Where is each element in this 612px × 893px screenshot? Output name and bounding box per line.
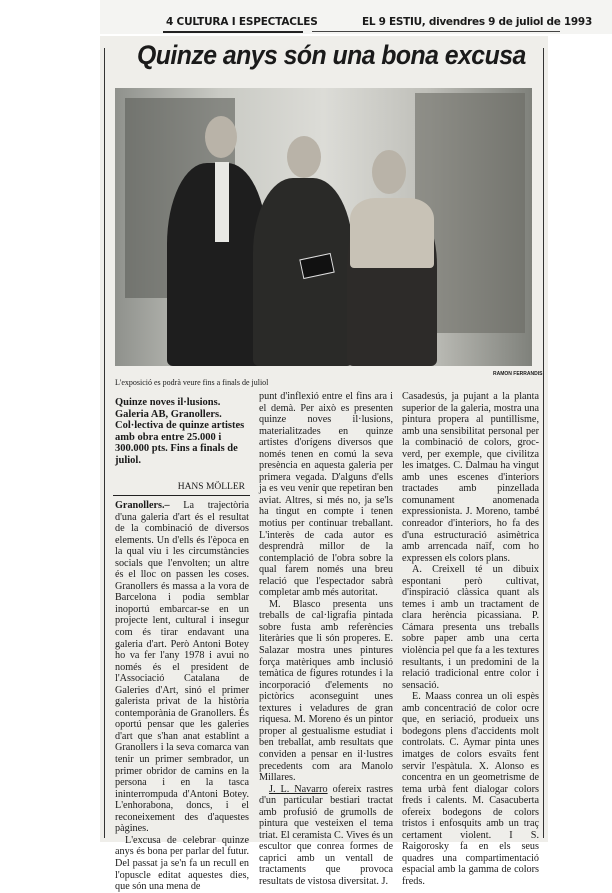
paragraph: M. Blasco presenta uns treballs de cal·ligrafia pintada sobre fusta amb referències literàries que li són properes. E. Salazar mostra unes pintures força matèriques amb inclusió temàtica de figures rotundes i la incorporació d'elements no pictòrics aconseguint unes textures i veladures de gran riquesa. M. Moreno és un pintor proper al gestualisme estudiat i ben treballat, amb resultats que conviden a pensar en il·lustres precedents com ara Manolo Millares.	[259, 598, 393, 784]
byline-rule	[113, 495, 250, 496]
lead-place: Granollers.–	[115, 500, 170, 511]
blouse	[350, 198, 434, 268]
person-head	[287, 136, 321, 178]
paragraph	[115, 500, 249, 835]
border-line	[104, 48, 105, 838]
border-line	[543, 48, 544, 838]
column-1	[115, 500, 249, 893]
dateline: EL 9 ESTIU, divendres 9 de juliol de 1993	[362, 16, 592, 28]
article-title: Quinze anys són una bona excusa	[137, 40, 526, 70]
paragraph: A. Creixell té un dibuix espontani però cultivat, d'inspiració clàssica quant als temes i amb un tractament de clara herència picassiana. P. Cámara presenta uns treballs sobre paper amb una certa violència pel que fa a les textures resultants, i un predomini de la relació tradicional entre color i sensació.	[402, 564, 539, 691]
article-photo	[115, 88, 532, 366]
photo-caption: L'exposició es podrà veure fins a finals de juliol	[115, 378, 269, 387]
paragraph-text: La trajectòria d'una galeria d'art és el resultat de la combinació de diversos elements. Un d'ells és l'època en la qual viu i les circumstàncies socials que l'envolten; un altre és el lloc on passen les coses. Granollers és massa a la vora de Barcelona i podia semblar inoportú embarcar-se en un projecte lent, cultural i insegur com és tirar endavant una galeria d'art. Però Antoni Botey ho va fer l'any 1978 i avui no només és el president de l'Associació Catalana de Galeries d'Art, sinó el primer galerista privat de la història contemporània de Granollers. És oportú pensar que les galeries d'art que s'han anat establint a Granollers i la seva comarca van tenir un primer sembrador, un primer obridor de camins en la persona i en la tasca ininterrompuda d'Antoni Botey. L'enhorabona, doncs, i el reconeixement des d'aquestes pàgines.	[115, 500, 249, 835]
article-summary: Quinze noves il·lusions. Galeria AB, Granollers. Col·lectiva de quinze artistes amb obra entre 25.000 i 300.000 pts. Fins a finals de juliol.	[115, 397, 245, 466]
header-rule	[163, 31, 303, 33]
paragraph-text: ofereix rastres d'un particular bestiari tractat amb profusió de grumolls de pintura que vesteixen el tema triat. El ceramista C. Vives és un escultor que conrea formes de caprici amb un ventall de tractaments que provoca resultats de vistosa diversitat. J.	[259, 783, 393, 887]
column-3	[402, 391, 539, 888]
paragraph	[259, 784, 393, 888]
paragraph: L'excusa de celebrar quinze anys és bona per parlar del futur. Del passat ja se'n fa un recull en l'opuscle editat aquestes dies, que són una mena de	[115, 834, 249, 893]
paragraph: punt d'inflexió entre el fins ara i el demà. Per això es presenten quinze noves il·lusions, materialitzades en quinze artistes d'orígens diversos que només tenen en comú la seva presència en aquesta galeria per primera vegada. D'alguns d'ells ja es veu venir que repetiran ben aviat. Altres, si més no, ja se'ls ha tingut en compte i tenen motius per continuar treballant. L'interès de cada autor es desprendrà millor de la contemplació de l'obra sobre la qual farem només una breu relació que l'espectador sabrà completar amb més autoritat.	[259, 391, 393, 599]
photo-credit: RAMON FERRANDIS	[493, 371, 543, 377]
paragraph: E. Maass conrea un oli espès amb concentració de color ocre que, en seriació, produeix uns bodegons plens d'accidents molt controlats. C. Aymar pinta unes imatges de colors esvaïts fent servir l'espàtula. X. Alonso es concentra en un geometrisme de tema urbà fent dialogar colors freds i calents. M. Casacuberta ofereix bodegons de colors tristos i enfosquits amb un traç certament violent. I S. Raigorosky fa en els seus quadres una compartimentació espacial amb la gamma de colors freds.	[402, 691, 539, 887]
artist-name: J. L. Navarro	[269, 783, 328, 795]
shirt	[215, 162, 229, 242]
paragraph: Casadesús, ja pujant a la planta superior de la galeria, mostra una pintura propera al puntillisme, amb una sensibilitat personal per la combinació de colors, groc-verd, per exemple, que civilitza les imatges. C. Dalmau ha vingut amb unes escenes d'interiors tractades amb pinzellada comunament anomenada expressionista. J. Moreno, també conreador d'interiors, ho fa des d'una estructuració asimètrica amb arrencada naïf, com ho expressen els colors plans.	[402, 391, 539, 564]
byline: HANS MÖLLER	[177, 482, 245, 492]
section-label: 4 CULTURA I ESPECTACLES	[166, 16, 318, 28]
person-head	[372, 150, 406, 194]
person-head	[205, 116, 237, 158]
column-2	[259, 391, 393, 888]
header-rule	[312, 31, 560, 32]
